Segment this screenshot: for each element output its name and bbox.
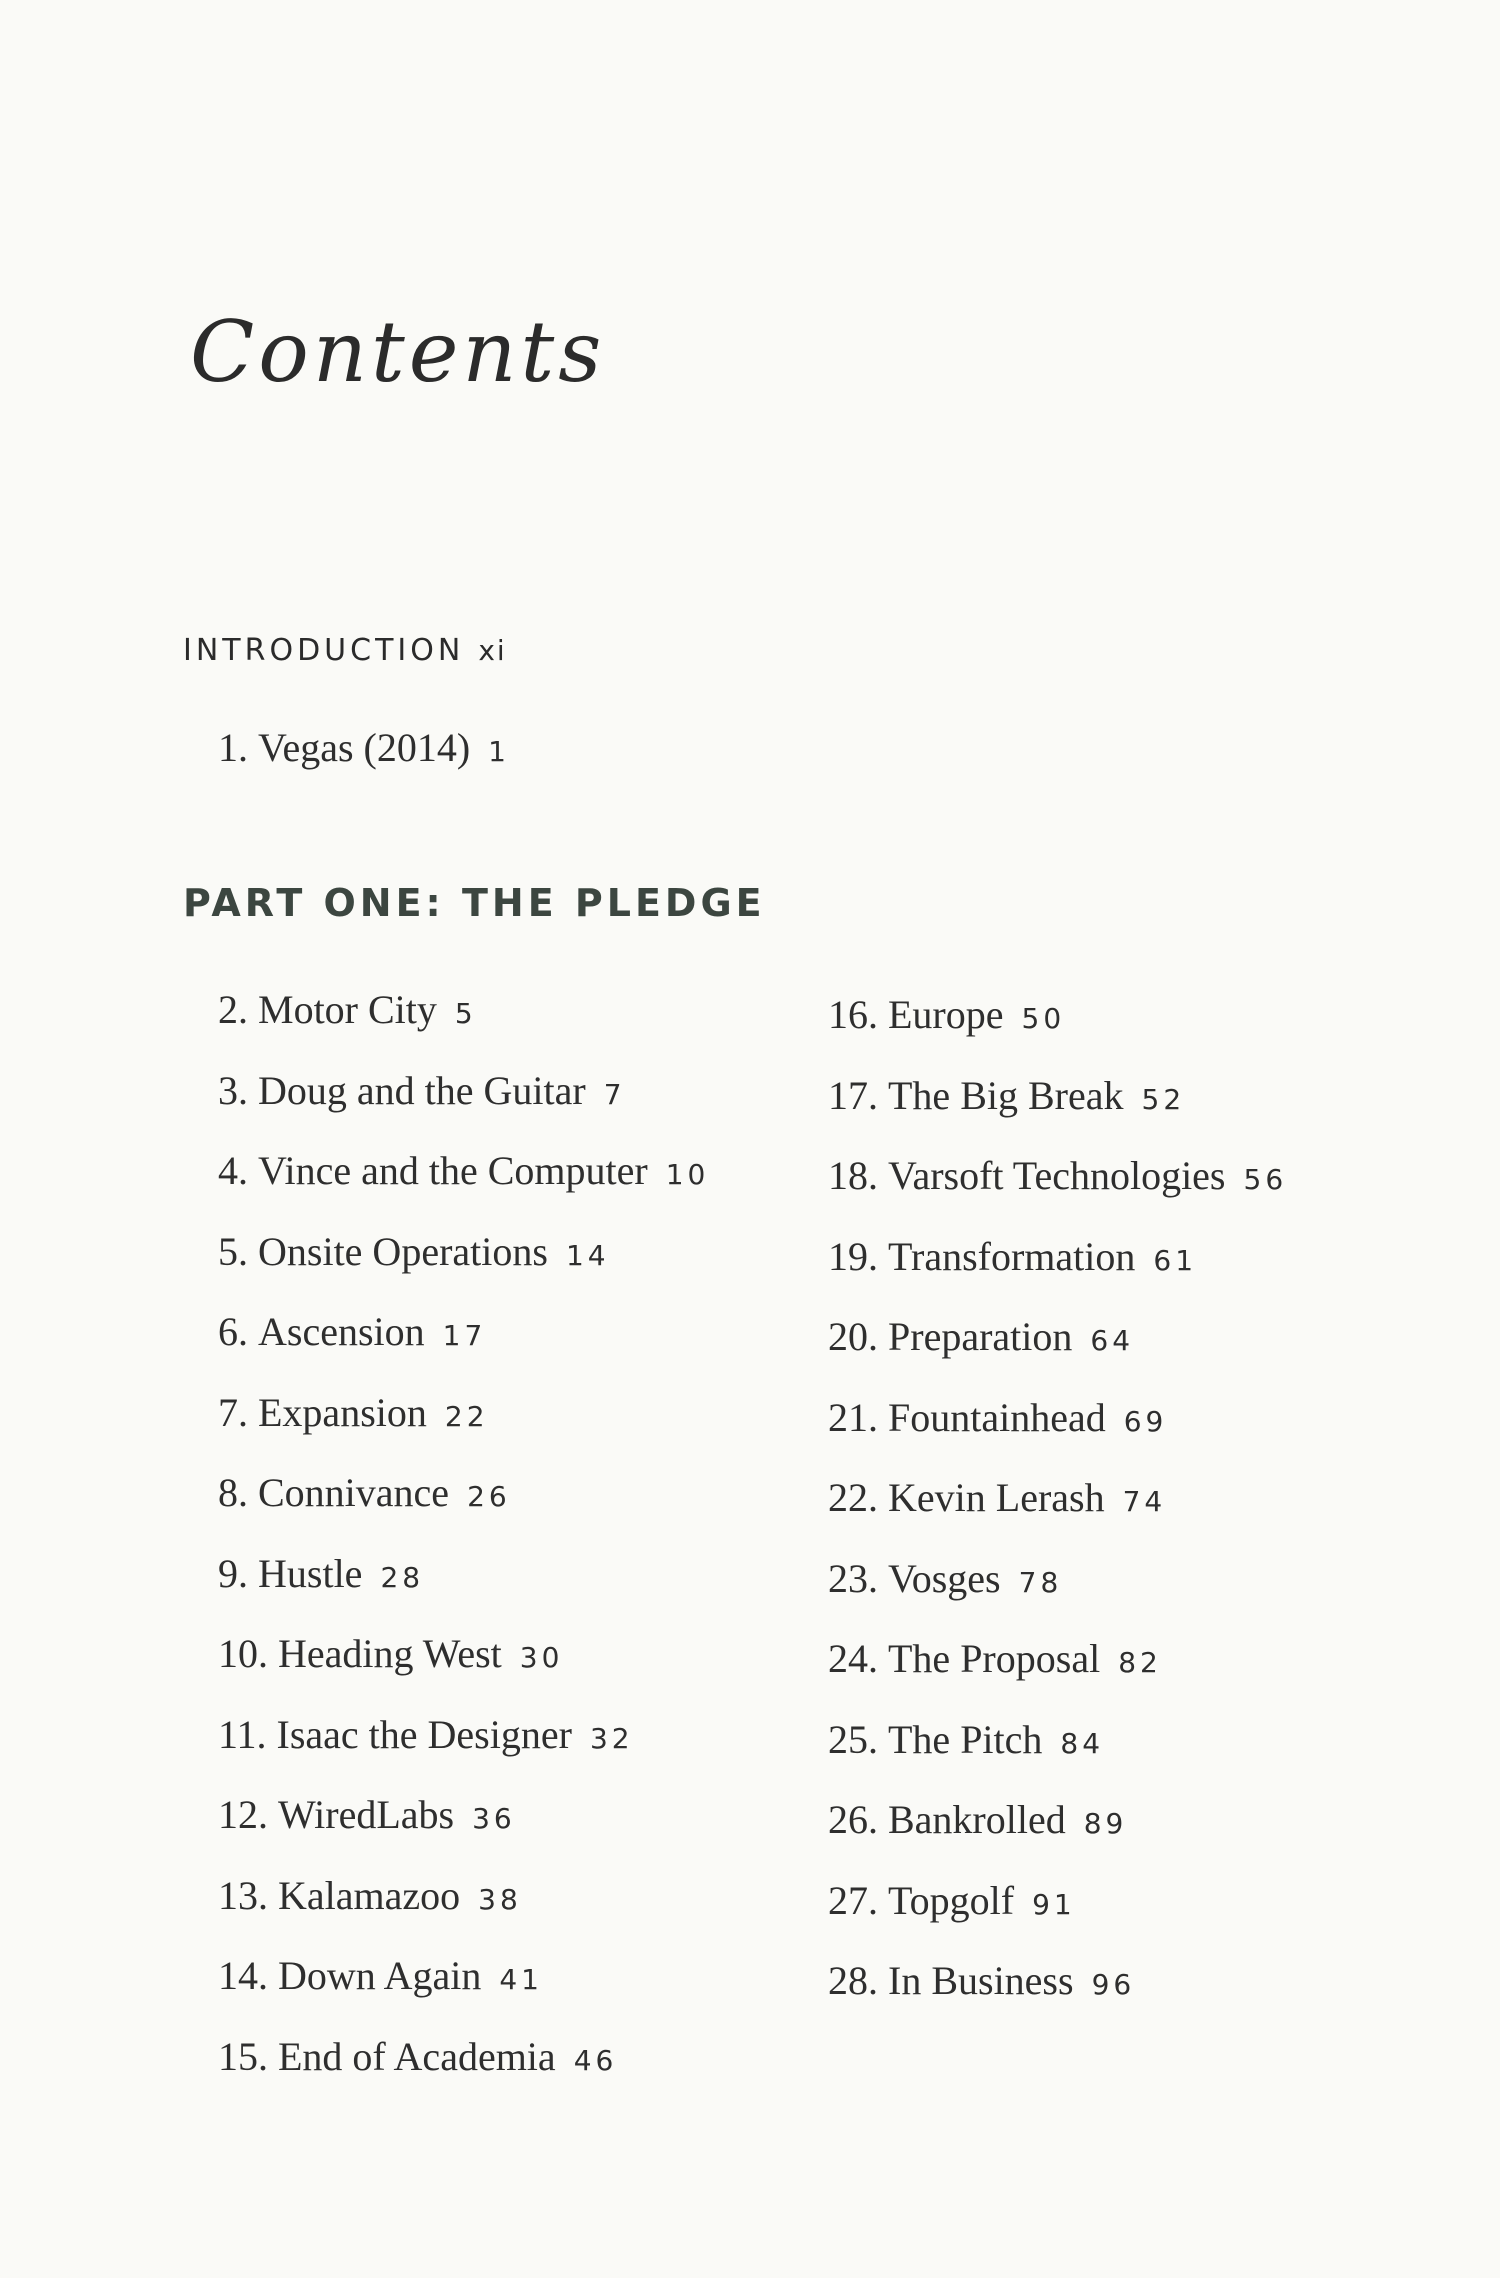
entry-title: Kevin Lerash <box>888 1475 1105 1520</box>
entry-page-number: xi <box>478 634 507 667</box>
toc-entry <box>828 1636 1162 1681</box>
part-heading: PART ONE: THE PLEDGE <box>183 881 766 925</box>
entry-number: 27. <box>828 1877 878 1923</box>
entry-title: The Pitch <box>888 1716 1043 1762</box>
entry-title: Preparation <box>888 1314 1073 1359</box>
entry-page-number: 50 <box>1021 1002 1066 1035</box>
entry-page-number: 46 <box>573 2043 618 2077</box>
entry-page-number: 1 <box>488 735 510 768</box>
entry-number: 28. <box>828 1958 878 2003</box>
toc-entry <box>218 1228 610 1274</box>
entry-title: Europe <box>888 992 1004 1037</box>
entry-page-number: 5 <box>454 997 477 1030</box>
entry-page-number: 91 <box>1032 1887 1076 1921</box>
entry-number: 25. <box>828 1716 878 1762</box>
entry-page-number: 78 <box>1018 1565 1063 1599</box>
toc-entry <box>218 1067 626 1113</box>
entry-title: Vosges <box>888 1555 1001 1601</box>
entry-number: 14. <box>218 1953 268 1998</box>
entry-number: 3. <box>218 1067 248 1113</box>
entry-number: 9. <box>218 1550 248 1596</box>
toc-entry <box>218 1550 425 1596</box>
entry-number: 7. <box>218 1389 248 1435</box>
entry-title: Heading West <box>278 1631 502 1676</box>
toc-entry <box>828 1555 1063 1601</box>
entry-title: INTRODUCTION <box>183 633 465 668</box>
entry-page-number: 56 <box>1243 1163 1288 1196</box>
toc-entry <box>828 1877 1076 1923</box>
entry-page-number: 64 <box>1090 1324 1135 1357</box>
entry-number: 12. <box>218 1792 268 1837</box>
entry-page-number: 89 <box>1083 1807 1128 1840</box>
entry-number: 6. <box>218 1309 248 1354</box>
entry-title: Bankrolled <box>888 1797 1066 1842</box>
entry-page-number: 36 <box>472 1802 516 1835</box>
entry-page-number: 32 <box>589 1721 634 1755</box>
entry-number: 17. <box>828 1072 878 1118</box>
entry-number: 21. <box>828 1394 878 1440</box>
entry-number: 8. <box>218 1470 248 1515</box>
entry-title: Onsite Operations <box>258 1228 548 1274</box>
entry-page-number: 96 <box>1091 1968 1136 2001</box>
toc-entry <box>828 1153 1288 1198</box>
entry-number: 1. <box>218 725 248 770</box>
entry-title: Hustle <box>258 1550 363 1596</box>
entry-title: WiredLabs <box>278 1792 455 1837</box>
entry-title: In Business <box>888 1958 1074 2003</box>
entry-page-number: 38 <box>478 1882 522 1916</box>
entry-page-number: 7 <box>603 1077 626 1111</box>
entry-page-number: 26 <box>467 1480 511 1513</box>
entry-page-number: 41 <box>499 1963 543 1996</box>
entry-number: 15. <box>218 2033 268 2079</box>
entry-page-number: 84 <box>1060 1726 1105 1760</box>
toc-entry <box>218 1470 511 1515</box>
toc-entry <box>218 1389 489 1435</box>
entry-title: Kalamazoo <box>278 1872 461 1918</box>
entry-number: 20. <box>828 1314 878 1359</box>
entry-page-number: 74 <box>1122 1485 1167 1518</box>
toc-entry <box>828 1394 1168 1440</box>
toc-entry <box>218 1792 516 1837</box>
toc-entry <box>828 1958 1136 2003</box>
toc-entry <box>828 1314 1135 1359</box>
entry-number: 10. <box>218 1631 268 1676</box>
toc-entry <box>828 1072 1186 1118</box>
toc-entry <box>828 1475 1167 1520</box>
entry-number: 16. <box>828 992 878 1037</box>
toc-entry <box>828 1716 1105 1762</box>
toc-entry <box>218 1953 543 1998</box>
entry-number: 22. <box>828 1475 878 1520</box>
page-title: Contents <box>190 303 606 401</box>
entry-title: Isaac the Designer <box>276 1711 572 1757</box>
entry-title: Doug and the Guitar <box>258 1067 586 1113</box>
entry-title: Ascension <box>258 1309 425 1354</box>
entry-page-number: 61 <box>1153 1243 1198 1277</box>
toc-entry <box>218 2033 618 2079</box>
entry-page-number: 82 <box>1118 1646 1162 1679</box>
entry-number: 11. <box>218 1711 267 1757</box>
entry-title: Varsoft Technologies <box>888 1153 1226 1198</box>
entry-number: 23. <box>828 1555 878 1601</box>
toc-entry <box>828 1233 1198 1279</box>
entry-title: Fountainhead <box>888 1394 1106 1440</box>
toc-entry-introduction <box>183 633 507 668</box>
entry-number: 26. <box>828 1797 878 1842</box>
entry-title: Topgolf <box>888 1877 1015 1923</box>
toc-entry <box>218 1631 564 1676</box>
entry-number: 19. <box>828 1233 878 1279</box>
entry-page-number: 69 <box>1123 1404 1168 1438</box>
entry-number: 4. <box>218 1148 248 1193</box>
toc-entry <box>218 1309 487 1354</box>
entry-title: End of Academia <box>278 2033 556 2079</box>
toc-entry <box>828 992 1066 1037</box>
entry-title: Transformation <box>888 1233 1136 1279</box>
entry-number: 2. <box>218 987 248 1032</box>
entry-number: 18. <box>828 1153 878 1198</box>
entry-title: Vegas (2014) <box>258 725 471 770</box>
entry-title: Expansion <box>258 1389 427 1435</box>
entry-title: Connivance <box>258 1470 450 1515</box>
toc-entry <box>218 1148 710 1193</box>
entry-number: 24. <box>828 1636 878 1681</box>
toc-entry <box>828 1797 1128 1842</box>
entry-title: Vince and the Computer <box>258 1148 648 1193</box>
entry-title: Down Again <box>278 1953 482 1998</box>
entry-page-number: 28 <box>380 1560 425 1594</box>
entry-number: 5. <box>218 1228 248 1274</box>
entry-page-number: 14 <box>565 1238 610 1272</box>
entry-page-number: 10 <box>665 1158 710 1191</box>
toc-entry <box>218 987 477 1032</box>
entry-page-number: 52 <box>1141 1082 1186 1116</box>
toc-entry <box>218 1872 522 1918</box>
entry-page-number: 17 <box>442 1319 487 1352</box>
toc-entry-prologue <box>218 725 510 770</box>
entry-page-number: 22 <box>444 1399 489 1433</box>
entry-number: 13. <box>218 1872 268 1918</box>
entry-title: The Proposal <box>888 1636 1101 1681</box>
entry-title: The Big Break <box>888 1072 1124 1118</box>
entry-page-number: 30 <box>519 1641 564 1674</box>
entry-title: Motor City <box>258 987 437 1032</box>
toc-entry <box>218 1711 634 1757</box>
